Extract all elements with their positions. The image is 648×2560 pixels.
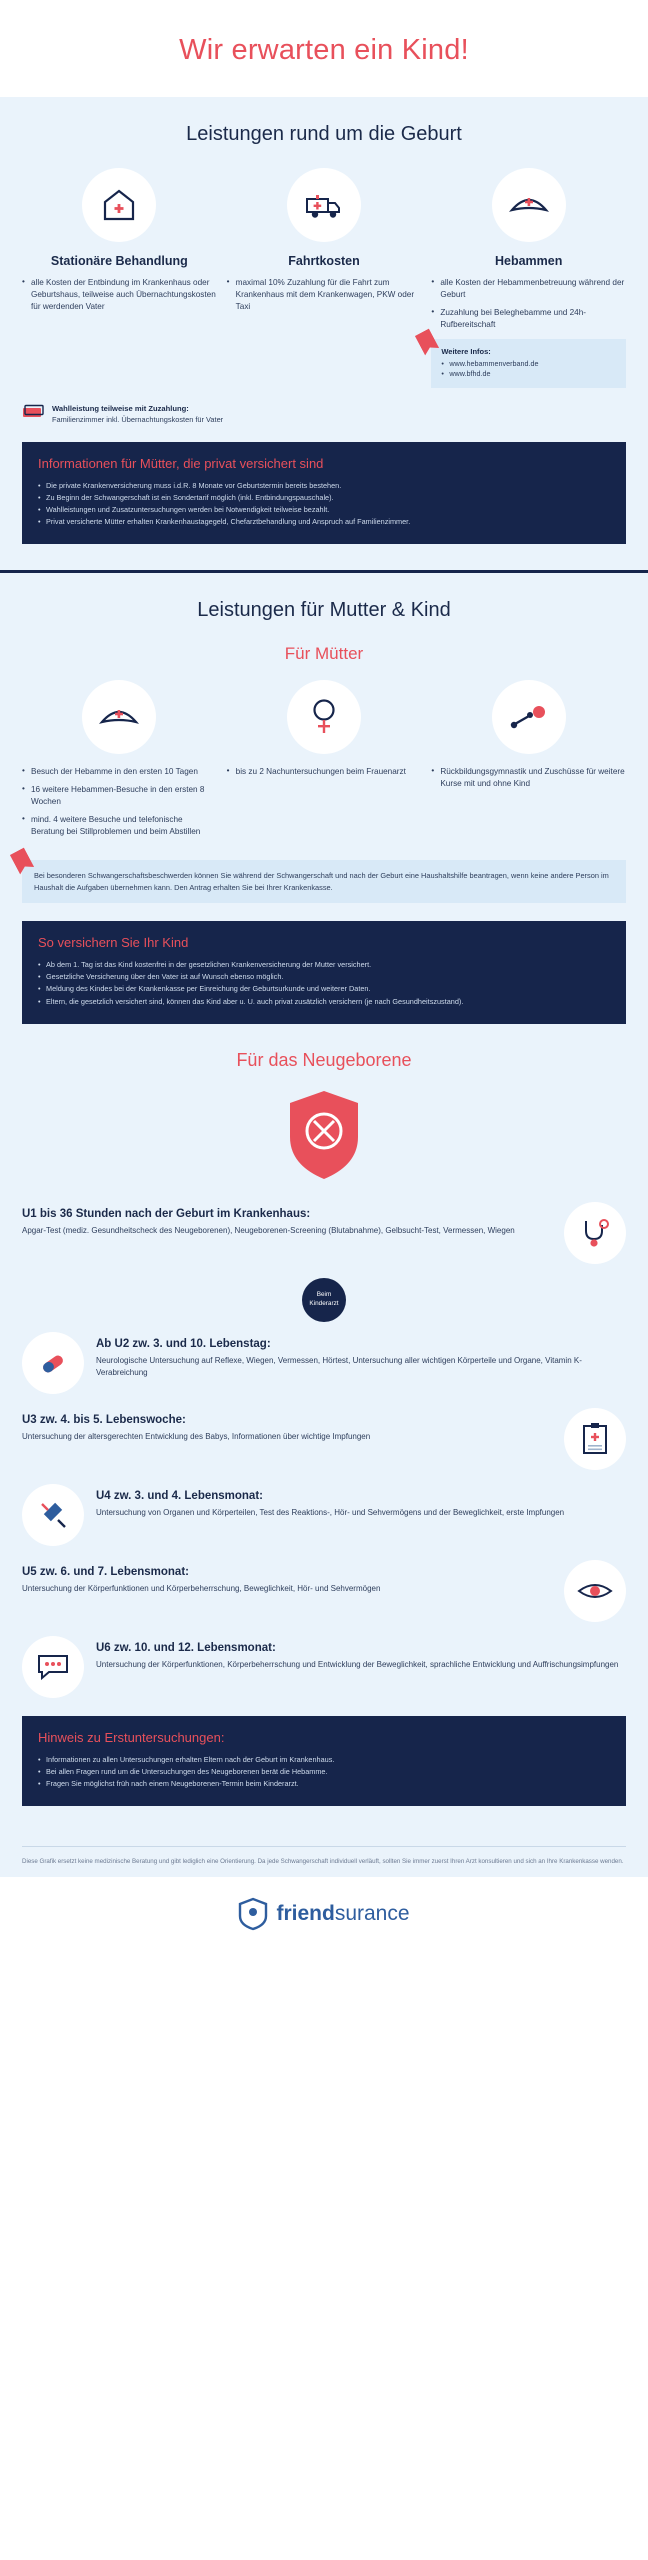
stethoscope-icon	[564, 1202, 626, 1264]
exam-item-u6	[22, 1636, 626, 1698]
column-heading: Hebammen	[494, 254, 563, 268]
optional-service-note	[22, 404, 626, 424]
section2-title: Leistungen für Mutter & Kind	[197, 599, 451, 622]
further-info-title: Weitere Infos:	[441, 346, 491, 356]
page-title: Wir erwarten ein Kind!	[179, 34, 469, 66]
badge-line1: Beim	[316, 1291, 332, 1299]
bullet: • mind. 4 weitere Besuche und telefonische Beratung bei Stillproblemen und beim Abstillen	[22, 814, 217, 838]
exam-heading: U5 zw. 6. und 7. Lebensmonat:	[22, 1565, 189, 1578]
pediatrician-badge	[22, 1278, 626, 1322]
child-insurance-title: So versichern Sie Ihr Kind	[38, 935, 189, 951]
optional-service-title: Wahlleistung teilweise mit Zuzahlung:	[52, 404, 189, 414]
bullet: • alle Kosten der Entbindung im Krankenhaus oder Geburtshaus, teilweise auch Übernachtungskosten für werdenden Vater	[22, 277, 217, 313]
list-item: • Privat versicherte Mütter erhalten Krankenhaustagegeld, Chefarztbehandlung und Anspruch auf Familienzimmer.	[38, 516, 610, 528]
bullet: • Rückbildungsgymnastik und Zuschüsse für weitere Kurse mit und ohne Kind	[431, 766, 626, 790]
brand-logo[interactable]	[0, 1877, 648, 1957]
female-symbol-icon	[287, 680, 361, 754]
exam-heading: Ab U2 zw. 3. und 10. Lebenstag:	[96, 1337, 271, 1350]
column-bullets	[431, 277, 626, 331]
column-bullets	[227, 277, 422, 313]
exam-text: Untersuchung der Körperfunktionen und Körperbeherrschung, Beweglichkeit, Hör- und Sehvermögen	[22, 1583, 381, 1593]
exam-item-u1	[22, 1202, 626, 1264]
private-insurance-list	[38, 480, 610, 528]
column-heading: Fahrtkosten	[288, 254, 360, 268]
private-insurance-title: Informationen für Mütter, die privat versichert sind	[38, 456, 324, 472]
pill-capsule-icon	[22, 1332, 84, 1394]
exam-item-u3	[22, 1408, 626, 1470]
logo-wordmark	[276, 1902, 409, 1926]
midwife-cap-icon	[82, 680, 156, 754]
column-heading: Stationäre Behandlung	[50, 254, 188, 268]
list-item: • Gesetzliche Versicherung über den Vater ist auf Wunsch ebenso möglich.	[38, 971, 610, 983]
column-stationary-treatment	[22, 168, 217, 388]
shield-logo-icon	[238, 1897, 268, 1931]
exam-heading: U3 zw. 4. bis 5. Lebenswoche:	[22, 1413, 186, 1426]
column-travel-costs	[227, 168, 422, 388]
bullet: • Besuch der Hebamme in den ersten 10 Tagen	[22, 766, 217, 778]
link-item[interactable]: • www.hebammenverband.de	[441, 359, 616, 370]
first-exam-note-list	[38, 1754, 610, 1790]
logo-primary: friend	[276, 1901, 335, 1925]
section2-columns	[22, 680, 626, 843]
section-newborn	[22, 1050, 626, 1806]
exam-text: Untersuchung der Körperfunktionen, Körperbeherrschung und Entwicklung der Beweglichkeit, sprachliche Entwicklung und Auffrischungsimpfungen	[96, 1659, 619, 1669]
ambulance-icon	[287, 168, 361, 242]
badge-line2: Kinderarzt	[309, 1299, 339, 1307]
exam-text: Untersuchung der altersgerechten Entwicklung des Babys, Informationen über wichtige Impfungen	[22, 1431, 371, 1441]
list-item: • Fragen Sie möglichst früh nach einem Neugeborenen-Termin beim Kinderarzt.	[38, 1778, 610, 1790]
column-bullets	[431, 766, 626, 790]
first-exam-note-title: Hinweis zu Erstuntersuchungen:	[38, 1729, 225, 1745]
list-item: • Zu Beginn der Schwangerschaft ist ein Sondertarif möglich (inkl. Entbindungspauschale).	[38, 492, 610, 504]
exam-item-u4	[22, 1484, 626, 1546]
further-info-box	[431, 339, 626, 389]
exam-text: Apgar-Test (mediz. Gesundheitscheck des Neugeborenen), Neugeborenen-Screening (Blutabnahme), Gelbsucht-Test, Vermessen, Wiegen	[22, 1225, 515, 1235]
column-bullets	[227, 766, 422, 778]
household-help-note	[22, 860, 626, 904]
exam-text: Neurologische Untersuchung auf Reflexe, Wiegen, Vermessen, Hörtest, Untersuchung aller wichtigen Körperteile und Organe, Vitamin K-Verabreichung	[96, 1355, 582, 1377]
column-bullets	[22, 766, 217, 837]
optional-service-text: Familienzimmer inkl. Übernachtungskosten für Vater	[52, 415, 224, 425]
eye-icon	[564, 1560, 626, 1622]
section-birth-services	[0, 97, 648, 570]
ribbon-marker-icon	[10, 847, 34, 874]
footer-divider	[22, 1846, 626, 1847]
bullet: • maximal 10% Zuzahlung für die Fahrt zum Krankenhaus mit dem Krankenwagen, PKW oder Taxi	[227, 277, 422, 313]
exam-heading: U4 zw. 3. und 4. Lebensmonat:	[96, 1489, 263, 1502]
bullet: • alle Kosten der Hebammenbetreuung während der Geburt	[431, 277, 626, 301]
exam-item-u2	[22, 1332, 626, 1394]
section-mother-child	[0, 573, 648, 1831]
further-info-links[interactable]	[441, 359, 616, 381]
bullet: • bis zu 2 Nachuntersuchungen beim Frauenarzt	[227, 766, 422, 778]
exam-text: Untersuchung von Organen und Körperteilen, Test des Reaktions-, Hör- und Sehvermögens und der Beweglichkeit, erste Impfungen	[96, 1507, 565, 1517]
section1-columns	[22, 168, 626, 388]
gymnastics-icon	[492, 680, 566, 754]
examination-timeline	[22, 1202, 626, 1698]
list-item: • Ab dem 1. Tag ist das Kind kostenfrei in der gesetzlichen Krankenversicherung der Mutter versichert.	[38, 959, 610, 971]
bullet: • 16 weitere Hebammen-Besuche in den ersten 8 Wochen	[22, 784, 217, 808]
list-item: • Eltern, die gesetzlich versichert sind, können das Kind aber u. U. auch privat zusätzlich versichern (je nach Gesundheitszustand).	[38, 996, 610, 1008]
child-insurance-box	[22, 921, 626, 1023]
list-item: • Wahlleistungen und Zusatzuntersuchungen werden bei Notwendigkeit teilweise bezahlt.	[38, 504, 610, 516]
list-item: • Bei allen Fragen rund um die Untersuchungen des Neugeborenen berät die Hebamme.	[38, 1766, 610, 1778]
list-item: • Informationen zu allen Untersuchungen erhalten Eltern nach der Geburt im Krankenhaus.	[38, 1754, 610, 1766]
section2-subtitle: Für Mütter	[284, 644, 364, 664]
money-icon	[22, 404, 44, 420]
midwife-cap-icon	[492, 168, 566, 242]
clipboard-icon	[564, 1408, 626, 1470]
footer-disclaimer	[0, 1832, 648, 1877]
link-item[interactable]: • www.bfhd.de	[441, 369, 616, 380]
shield-baby-icon	[22, 1087, 626, 1188]
bullet: • Zuzahlung bei Beleghebamme und 24h-Rufbereitschaft	[431, 307, 626, 331]
exam-heading: U1 bis 36 Stunden nach der Geburt im Krankenhaus:	[22, 1207, 311, 1220]
exam-heading: U6 zw. 10. und 12. Lebensmonat:	[96, 1641, 276, 1654]
list-item: • Meldung des Kindes bei der Krankenkasse per Einreichung der Geburtsurkunde und weiterer Daten.	[38, 983, 610, 995]
column-midwives	[431, 168, 626, 388]
first-exam-note-box	[22, 1716, 626, 1806]
column-bullets	[22, 277, 217, 313]
hospital-house-icon	[82, 168, 156, 242]
exam-item-u5	[22, 1560, 626, 1622]
section1-title: Leistungen rund um die Geburt	[186, 123, 462, 145]
logo-secondary: surance	[334, 1901, 410, 1925]
list-item: • Die private Krankenversicherung muss i.d.R. 8 Monate vor Geburtstermin bereits bestehen.	[38, 480, 610, 492]
column-midwife-visits	[22, 680, 217, 843]
section3-title: Für das Neugeborene	[236, 1049, 412, 1070]
syringe-icon	[22, 1484, 84, 1546]
hero-header	[0, 0, 648, 97]
column-gynecologist	[227, 680, 422, 843]
column-postnatal-gym	[431, 680, 626, 843]
disclaimer-text: Diese Grafik ersetzt keine medizinische Beratung und gibt lediglich eine Orientierung. Da jede Schwangerschaft individuell verläuft, sollten Sie immer zuerst Ihren Arzt konsultieren und sich an Ihre Krankenkasse wenden.	[22, 1857, 624, 1865]
private-insurance-box	[22, 442, 626, 544]
child-insurance-list	[38, 959, 610, 1007]
speech-bubble-icon	[22, 1636, 84, 1698]
household-help-text: Bei besonderen Schwangerschaftsbeschwerden können Sie während der Schwangerschaft und nach der Geburt eine Haushaltshilfe beantragen, wenn keine andere Person im Haushalt die Aufgaben übernehmen kann. Den Antrag erhalten Sie bei Ihrer Krankenkasse.	[34, 870, 609, 892]
